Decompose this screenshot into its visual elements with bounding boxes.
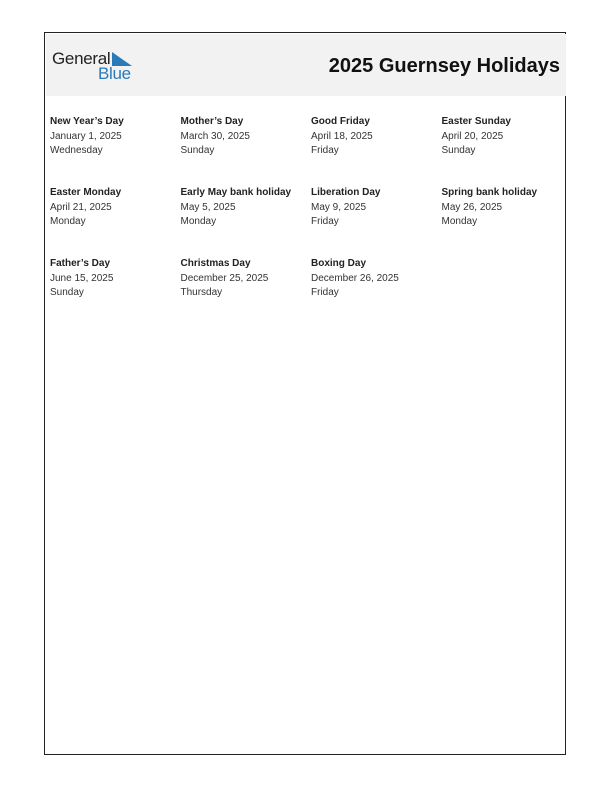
- holiday-date: May 9, 2025: [311, 201, 367, 213]
- holiday-item: [50, 186, 181, 257]
- holiday-date: December 26, 2025: [311, 272, 399, 284]
- header-band: [46, 34, 566, 96]
- holiday-name: Liberation Day: [311, 187, 381, 198]
- holiday-weekday: Friday: [311, 145, 339, 156]
- holiday-name: Easter Monday: [50, 187, 122, 198]
- holiday-date: June 15, 2025: [50, 272, 114, 284]
- generalblue-logo: [52, 50, 142, 84]
- holiday-name: Christmas Day: [180, 258, 251, 269]
- page-frame: [44, 32, 566, 755]
- holiday-date: April 21, 2025: [50, 201, 112, 213]
- holiday-item: [181, 186, 312, 257]
- holiday-date: March 30, 2025: [180, 130, 250, 142]
- holiday-name: New Year’s Day: [50, 116, 124, 127]
- holiday-item: [311, 257, 442, 328]
- holiday-item: [181, 115, 312, 186]
- holiday-item: [311, 186, 442, 257]
- holiday-weekday: Sunday: [180, 145, 215, 156]
- holiday-date: May 26, 2025: [441, 201, 503, 213]
- holiday-name: Mother’s Day: [180, 116, 244, 127]
- holiday-item: [442, 186, 565, 257]
- holiday-weekday: Thursday: [180, 287, 223, 298]
- holiday-item: [50, 115, 181, 186]
- holiday-weekday: Monday: [50, 216, 86, 227]
- logo-general-text: General: [52, 49, 111, 68]
- holiday-name: Easter Sunday: [441, 116, 511, 127]
- holiday-name: Father’s Day: [50, 258, 111, 269]
- holiday-name: Boxing Day: [311, 258, 367, 269]
- holiday-date: April 18, 2025: [311, 130, 373, 142]
- holiday-weekday: Friday: [311, 287, 339, 298]
- page-title: 2025 Guernsey Holidays: [328, 55, 560, 77]
- holiday-date: May 5, 2025: [180, 201, 236, 213]
- holiday-date: December 25, 2025: [180, 272, 269, 284]
- holiday-name: Early May bank holiday: [180, 187, 292, 198]
- logo-blue-text: Blue: [98, 64, 131, 83]
- holiday-weekday: Monday: [441, 216, 478, 227]
- holiday-weekday: Wednesday: [50, 145, 103, 156]
- holiday-list: [50, 115, 565, 328]
- holiday-date: January 1, 2025: [50, 130, 122, 142]
- holiday-weekday: Sunday: [50, 287, 84, 298]
- holiday-name: Good Friday: [311, 116, 370, 127]
- holiday-item: [311, 115, 442, 186]
- holiday-weekday: Friday: [311, 216, 339, 227]
- holiday-weekday: Sunday: [441, 145, 476, 156]
- holiday-item: [181, 257, 312, 328]
- holiday-name: Spring bank holiday: [441, 187, 538, 198]
- holiday-item: [442, 115, 565, 186]
- holiday-item: [50, 257, 181, 328]
- holiday-date: April 20, 2025: [441, 130, 504, 142]
- holiday-weekday: Monday: [180, 216, 217, 227]
